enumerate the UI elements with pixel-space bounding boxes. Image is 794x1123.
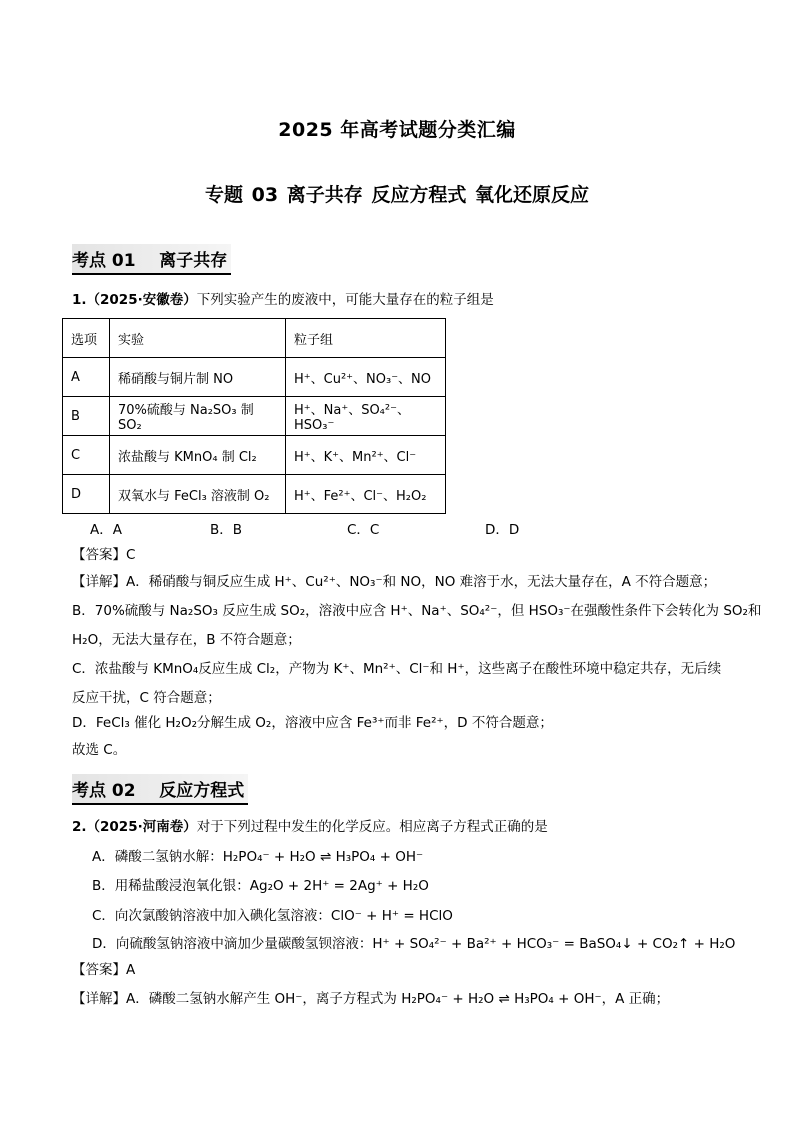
choice-d: D．D — [485, 522, 520, 538]
question-1-detail-line: B．70%硫酸与 Na₂SO₃ 反应生成 SO₂，溶液中应含 H⁺、Na⁺、SO₄²⁻，但 HSO₃⁻在强酸性条件下会转化为 SO₂和 — [72, 603, 762, 619]
choice-c: C．C — [347, 522, 380, 538]
table-cell: B — [63, 397, 110, 436]
table-cell: H⁺、Cu²⁺、NO₃⁻、NO — [286, 358, 446, 397]
table-cell: H⁺、Na⁺、SO₄²⁻、HSO₃⁻ — [286, 397, 446, 436]
question-1-detail-line: 【详解】A．稀硝酸与铜反应生成 H⁺、Cu²⁺、NO₃⁻和 NO，NO 难溶于水，无法大量存在，A 不符合题意； — [72, 574, 717, 590]
question-1-answer: 【答案】C — [72, 547, 136, 563]
table-row — [63, 436, 446, 475]
question-2-option-c: C．向次氯酸钠溶液中加入碘化氢溶液：ClO⁻ + H⁺ = HClO — [92, 908, 453, 924]
document-title: 2025 年高考试题分类汇编 — [278, 119, 516, 141]
question-1-detail-line: D．FeCl₃ 催化 H₂O₂分解生成 O₂，溶液中应含 Fe³⁺而非 Fe²⁺，D 不符合题意； — [72, 715, 553, 731]
document-subtitle: 专题 03 离子共存 反应方程式 氧化还原反应 — [205, 184, 589, 206]
table-header-cell: 选项 — [63, 319, 110, 358]
table-row — [63, 358, 446, 397]
question-2-stem — [72, 818, 548, 836]
question-1-detail-line: C．浓盐酸与 KMnO₄反应生成 Cl₂，产物为 K⁺、Mn²⁺、Cl⁻和 H⁺，这些离子在酸性环境中稳定共存，无后续 — [72, 661, 722, 677]
table-cell: 70%硫酸与 Na₂SO₃ 制 SO₂ — [110, 397, 286, 436]
question-1-stem — [72, 291, 494, 309]
table-cell: 浓盐酸与 KMnO₄ 制 Cl₂ — [110, 436, 286, 475]
question-1-detail-line: H₂O，无法大量存在，B 不符合题意； — [72, 632, 301, 648]
choice-a: A．A — [90, 522, 122, 538]
question-2-option-a: A．磷酸二氢钠水解：H₂PO₄⁻ + H₂O ⇌ H₃PO₄ + OH⁻ — [92, 849, 424, 865]
table-header-cell: 粒子组 — [286, 319, 446, 358]
section-heading-ion-coexistence: 考点 01 离子共存 — [72, 244, 231, 275]
question-2-option-d: D．向硫酸氢钠溶液中滴加少量碳酸氢钡溶液：H⁺ + SO₄²⁻ + Ba²⁺ + HCO₃⁻ = BaSO₄↓ + CO₂↑ + H₂O — [92, 936, 736, 952]
question-1-text: 下列实验产生的废液中，可能大量存在的粒子组是 — [196, 292, 494, 308]
question-2-text: 对于下列过程中发生的化学反应。相应离子方程式正确的是 — [196, 819, 548, 835]
table-cell: 双氧水与 FeCl₃ 溶液制 O₂ — [110, 475, 286, 514]
section-heading-reaction-equations: 考点 02 反应方程式 — [72, 774, 248, 805]
table-row — [63, 475, 446, 514]
question-2-answer: 【答案】A — [72, 962, 136, 978]
question-2-option-b: B．用稀盐酸浸泡氧化银：Ag₂O + 2H⁺ = 2Ag⁺ + H₂O — [92, 878, 429, 894]
question-2-source: 2.（2025·河南卷） — [72, 819, 197, 835]
table-cell: 稀硝酸与铜片制 NO — [110, 358, 286, 397]
question-1-source: 1.（2025·安徽卷） — [72, 292, 197, 308]
question-1-detail-line: 反应干扰，C 符合题意； — [72, 690, 221, 706]
choice-b: B．B — [210, 522, 243, 538]
table-cell: H⁺、Fe²⁺、Cl⁻、H₂O₂ — [286, 475, 446, 514]
table-header-row — [63, 319, 446, 358]
question-1-table — [62, 318, 446, 514]
table-cell: C — [63, 436, 110, 475]
table-cell: D — [63, 475, 110, 514]
table-row — [63, 397, 446, 436]
table-header-cell: 实验 — [110, 319, 286, 358]
question-1-detail-line: 故选 C。 — [72, 742, 127, 758]
question-2-detail-line: 【详解】A．磷酸二氢钠水解产生 OH⁻，离子方程式为 H₂PO₄⁻ + H₂O ⇌ H₃PO₄ + OH⁻，A 正确； — [72, 991, 670, 1007]
table-cell: H⁺、K⁺、Mn²⁺、Cl⁻ — [286, 436, 446, 475]
table-cell: A — [63, 358, 110, 397]
